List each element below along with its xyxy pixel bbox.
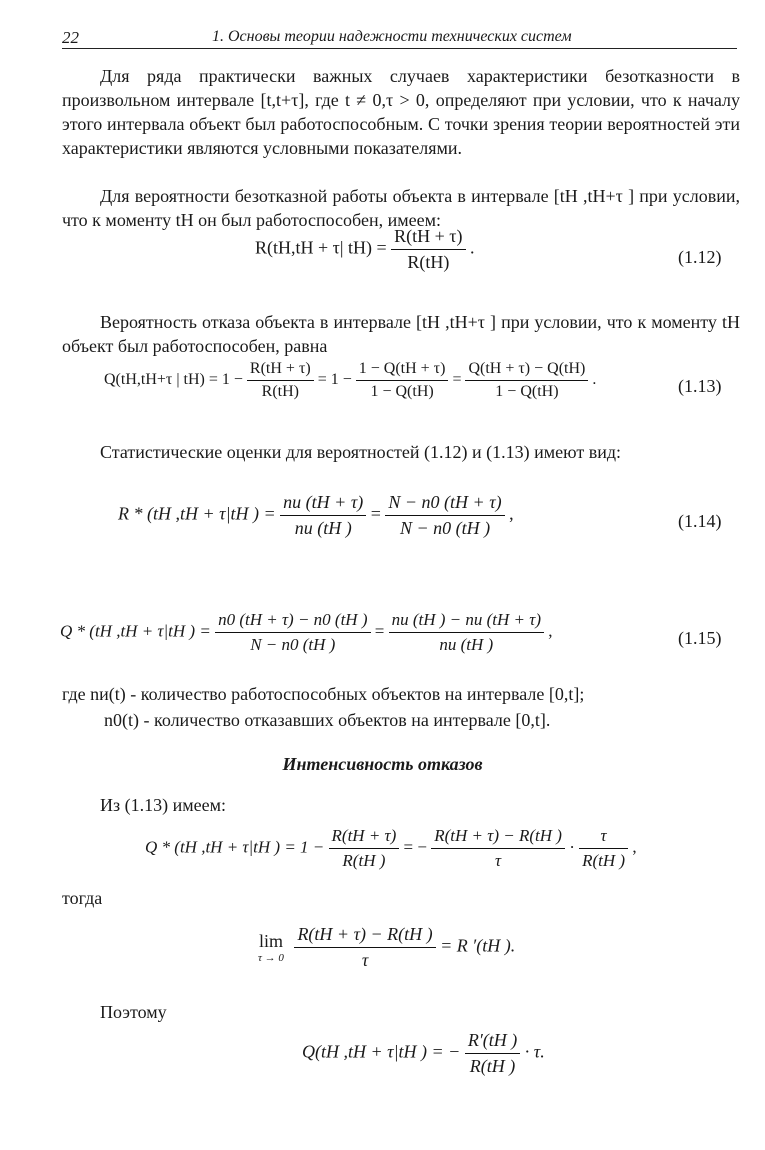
eq15-tail: , [548, 621, 553, 641]
eq14-f2-numerator: N − n0 (tH + τ) [385, 492, 504, 516]
eq14-f1-denominator: nи (tH ) [294, 518, 352, 538]
definition-failed-objects: n0(t) - количество отказавших объектов на интервале [0,t]. [104, 710, 551, 730]
text-from: Из (1.13) имеем: [100, 795, 226, 815]
limit-word: lim [258, 931, 283, 951]
limit-subscript: τ → 0 [258, 952, 284, 964]
eq16-fraction-3 [579, 826, 628, 871]
eq18-numerator: R′(tH ) [465, 1030, 520, 1054]
equation-1-14 [118, 492, 514, 539]
paragraph-failure: Вероятность отказа объекта в интервале [tН ,tН+τ ] при условии, что к моменту tН объект был работоспособен, равна [62, 312, 740, 356]
equation-derivation [145, 826, 637, 871]
equation-1-15 [60, 610, 553, 655]
eq16-f3-numerator: τ [579, 826, 628, 849]
eq18-fraction [465, 1030, 520, 1077]
eq13-f1-numerator: R(tH + τ) [247, 360, 314, 381]
eq13-f3-denominator: 1 − Q(tH) [495, 383, 559, 400]
eq15-f2-numerator: nи (tH ) − nи (tH + τ) [389, 610, 544, 633]
eq16-f2-denominator: τ [495, 851, 502, 870]
header-title: 1. Основы теории надежности технических систем [212, 28, 572, 45]
eq16-f1-numerator: R(tH + τ) [329, 826, 400, 849]
equation-limit [258, 924, 515, 971]
paragraph-intro: Для ряда практически важных случаев характеристики безотказности в произвольном интервале [t,t+τ], где t ≠ 0,τ > 0, определяют при условии, что к началу этого интервала объект был работоспособным. С точки зрения теории вероятностей эти характеристики являются условными показателями. [62, 66, 740, 158]
eq16-tail: , [632, 837, 637, 857]
eq13-mid: = 1 − [317, 371, 352, 389]
eq13-f3-numerator: Q(tH + τ) − Q(tH) [465, 360, 588, 381]
equation-1-13 [104, 360, 596, 401]
eq15-f1-denominator: N − n0 (tH ) [250, 635, 336, 654]
eq14-f1-numerator: nи (tH + τ) [280, 492, 366, 516]
eq13-tail: . [592, 371, 597, 389]
eq16-fraction-1 [329, 826, 400, 871]
text-therefore: Поэтому [100, 1002, 167, 1022]
eq13-lhs: Q(tH,tH+τ | tH) = 1 − [104, 371, 243, 389]
equation-final [302, 1030, 545, 1077]
eq18-rhs: · τ. [524, 1041, 545, 1062]
eq17-numerator: R(tH + τ) − R(tH ) [294, 924, 435, 948]
eq13-f2-denominator: 1 − Q(tH) [370, 383, 434, 400]
eq14-fraction-1 [280, 492, 366, 539]
section-title: Интенсивность отказов [282, 754, 483, 774]
equation-number-1-14: (1.14) [678, 511, 722, 531]
eq16-dot: · [569, 837, 575, 857]
eq12-denominator: R(tH) [407, 252, 450, 272]
limit-operator [258, 931, 284, 964]
eq16-f2-numerator: R(tH + τ) − R(tH ) [431, 826, 565, 849]
eq15-lhs: Q * (tH ,tH + τ|tH ) = [60, 621, 211, 641]
eq12-lhs: R(tH,tH + τ| tH) = [255, 237, 387, 258]
eq14-f2-denominator: N − n0 (tH ) [399, 518, 491, 538]
equation-number-1-12: (1.12) [678, 247, 722, 267]
eq14-fraction-2 [385, 492, 504, 539]
eq16-f1-denominator: R(tH ) [342, 851, 386, 870]
eq17-rhs: = R ′(tH ). [440, 935, 516, 956]
eq13-fraction-3 [465, 360, 588, 401]
page-number: 22 [62, 28, 79, 47]
eq18-denominator: R(tH ) [469, 1056, 516, 1076]
equation-number-1-13: (1.13) [678, 376, 722, 396]
eq12-fraction [391, 226, 465, 273]
text-then: тогда [62, 888, 103, 908]
eq16-equals: = − [403, 837, 427, 857]
equation-number-1-15: (1.15) [678, 628, 722, 648]
eq13-fraction-1 [247, 360, 314, 401]
eq15-fraction-2 [389, 610, 544, 655]
eq16-fraction-2 [431, 826, 565, 871]
eq18-lhs: Q(tH ,tH + τ|tH ) = − [302, 1041, 461, 1062]
eq15-fraction-1 [215, 610, 370, 655]
running-header [62, 22, 737, 49]
definition-working-objects: где nи(t) - количество работоспособных объектов на интервале [0,t]; [62, 684, 585, 704]
eq17-denominator: τ [361, 950, 369, 970]
eq14-tail: , [509, 503, 514, 524]
eq15-f1-numerator: n0 (tH + τ) − n0 (tH ) [215, 610, 370, 633]
eq14-lhs: R * (tH ,tH + τ|tH ) = [118, 503, 276, 524]
eq13-f1-denominator: R(tH) [261, 383, 299, 400]
eq16-f3-denominator: R(tH ) [582, 851, 626, 870]
equation-1-12 [255, 226, 475, 273]
eq12-numerator: R(tH + τ) [391, 226, 465, 250]
eq13-equals: = [452, 371, 462, 389]
eq15-f2-denominator: nи (tH ) [439, 635, 494, 654]
eq13-f2-numerator: 1 − Q(tH + τ) [356, 360, 449, 381]
eq13-fraction-2 [356, 360, 449, 401]
eq17-fraction [294, 924, 435, 971]
paragraph-estimates: Статистические оценки для вероятностей (1.12) и (1.13) имеют вид: [100, 442, 621, 462]
paragraph-reliability: Для вероятности безотказной работы объекта в интервале [tН ,tН+τ ] при условии, что к моменту tН он был работоспособен, имеем: [62, 186, 740, 230]
eq12-tail: . [470, 237, 475, 258]
eq16-lhs: Q * (tH ,tH + τ|tH ) = 1 − [145, 837, 325, 857]
eq14-equals: = [370, 503, 381, 524]
eq15-equals: = [374, 621, 385, 641]
